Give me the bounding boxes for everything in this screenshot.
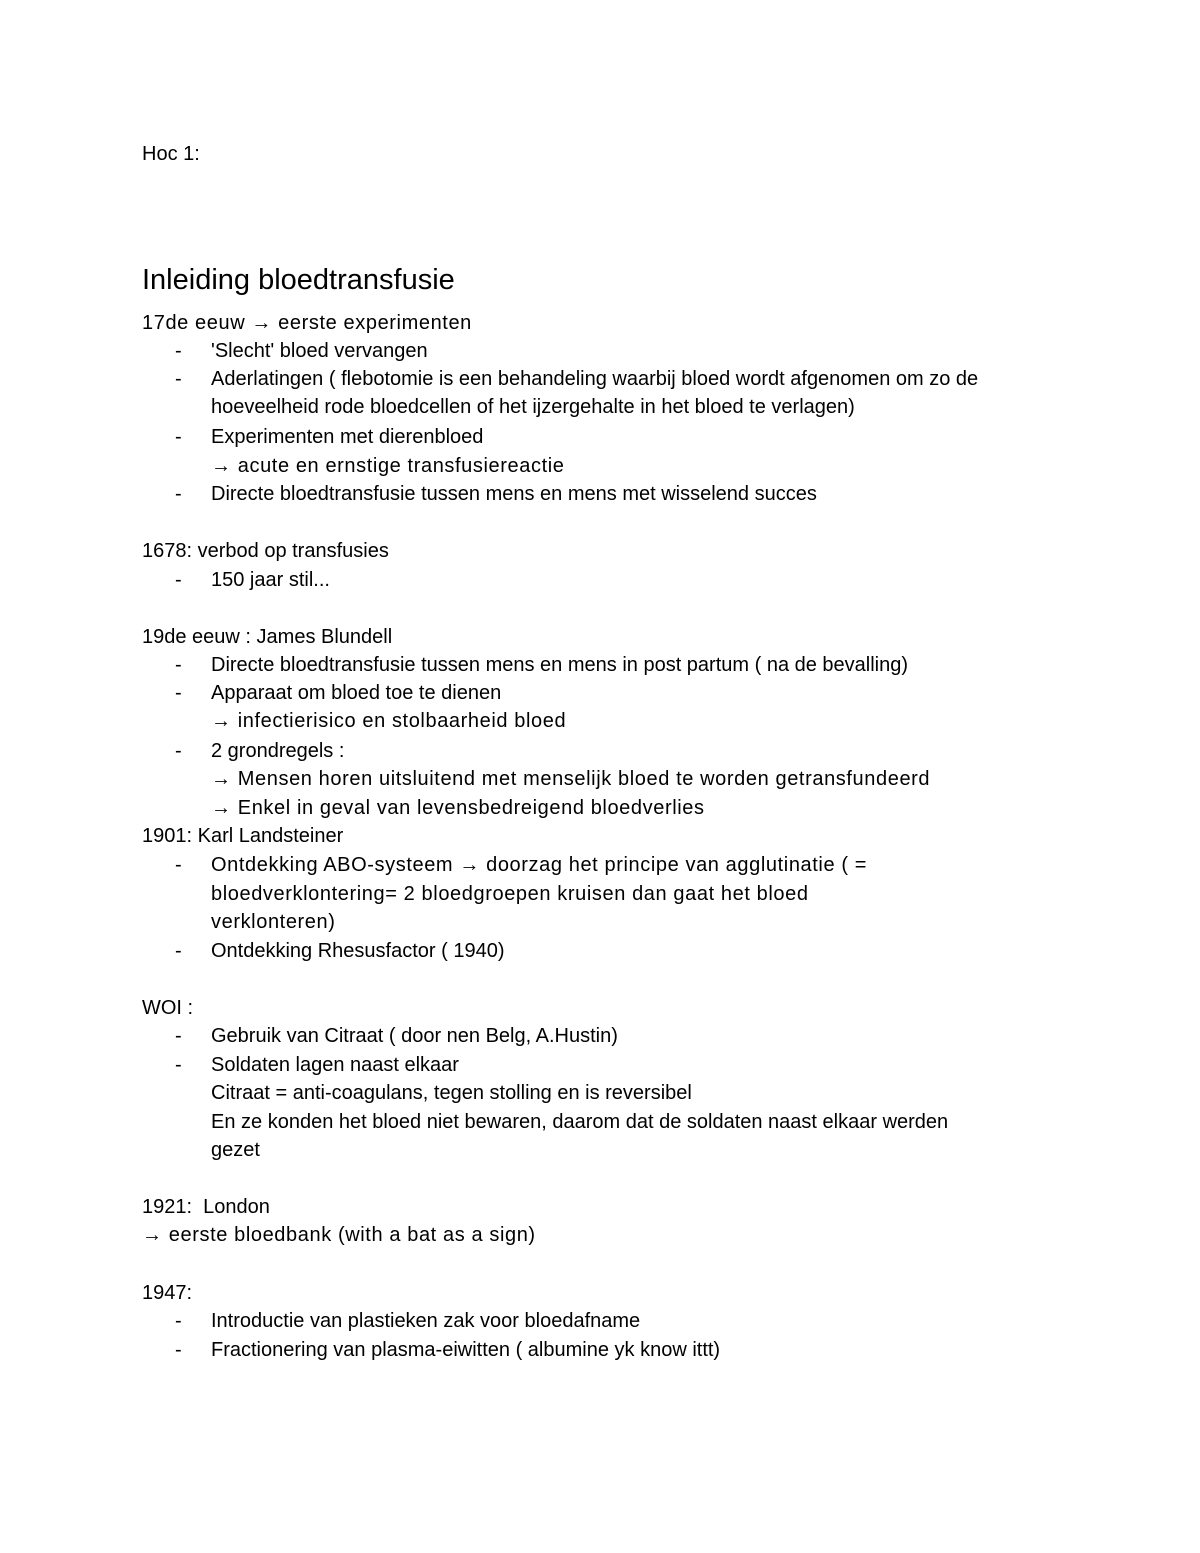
list-item: Directe bloedtransfusie tussen mens en mens met wisselend succes <box>211 483 817 505</box>
list-item-sub: → Mensen horen uitsluitend met menselijk bloed te worden getransfundeerd <box>211 768 931 790</box>
section-heading-woi: WOI : <box>142 997 194 1019</box>
list-item: Experimenten met dierenbloed <box>211 426 484 448</box>
section-heading-17de-eeuw: 17de eeuw → eerste experimenten <box>142 312 472 334</box>
bullet-dash: - <box>175 854 182 876</box>
bullet-dash: - <box>175 1310 182 1332</box>
bullet-dash: - <box>175 1339 182 1361</box>
bullet-dash: - <box>175 483 182 505</box>
list-item-continuation: verklonteren) <box>211 911 336 933</box>
list-item-continuation: Citraat = anti-coagulans, tegen stolling en is reversibel <box>211 1082 692 1104</box>
list-item: Aderlatingen ( flebotomie is een behandeling waarbij bloed wordt afgenomen om zo de <box>211 368 979 390</box>
list-item: Gebruik van Citraat ( door nen Belg, A.Hustin) <box>211 1025 618 1047</box>
list-item-continuation: En ze konden het bloed niet bewaren, daarom dat de soldaten naast elkaar werden <box>211 1111 949 1133</box>
bullet-dash: - <box>175 654 182 676</box>
header-text: Hoc 1: <box>142 143 200 165</box>
bullet-dash: - <box>175 340 182 362</box>
bullet-dash: - <box>175 426 182 448</box>
list-item-continuation: gezet <box>211 1139 260 1161</box>
list-item: Fractionering van plasma-eiwitten ( albumine yk know ittt) <box>211 1339 721 1361</box>
list-item-continuation: bloedverklontering= 2 bloedgroepen kruisen dan gaat het bloed <box>211 883 809 905</box>
list-item: 'Slecht' bloed vervangen <box>211 340 428 362</box>
list-item: Ontdekking Rhesusfactor ( 1940) <box>211 940 505 962</box>
list-item: Apparaat om bloed toe te dienen <box>211 682 502 704</box>
list-item: Soldaten lagen naast elkaar <box>211 1054 459 1076</box>
list-item-sub: → infectierisico en stolbaarheid bloed <box>211 710 567 732</box>
section-heading-19de-eeuw: 19de eeuw : James Blundell <box>142 626 393 648</box>
bullet-dash: - <box>175 1054 182 1076</box>
list-item-continuation: hoeveelheid rode bloedcellen of het ijzergehalte in het bloed te verlagen) <box>211 396 855 418</box>
list-item: Introductie van plastieken zak voor bloedafname <box>211 1310 641 1332</box>
bullet-dash: - <box>175 740 182 762</box>
page-title: Inleiding bloedtransfusie <box>142 264 455 296</box>
list-item-sub: → Enkel in geval van levensbedreigend bloedverlies <box>211 797 705 819</box>
list-item: Ontdekking ABO-systeem → doorzag het principe van agglutinatie ( = <box>211 854 868 876</box>
list-item-sub: → acute en ernstige transfusiereactie <box>211 455 565 477</box>
section-heading-1921: 1921: London <box>142 1196 270 1218</box>
bullet-dash: - <box>175 1025 182 1047</box>
bullet-dash: - <box>175 682 182 704</box>
bullet-dash: - <box>175 368 182 390</box>
list-item: 2 grondregels : <box>211 740 345 762</box>
section-heading-1678: 1678: verbod op transfusies <box>142 540 389 562</box>
section-sub-1921: → eerste bloedbank (with a bat as a sign) <box>142 1224 536 1246</box>
bullet-dash: - <box>175 569 182 591</box>
list-item: 150 jaar stil... <box>211 569 330 591</box>
bullet-dash: - <box>175 940 182 962</box>
section-heading-1901: 1901: Karl Landsteiner <box>142 825 344 847</box>
list-item: Directe bloedtransfusie tussen mens en mens in post partum ( na de bevalling) <box>211 654 909 676</box>
section-heading-1947: 1947: <box>142 1282 193 1304</box>
